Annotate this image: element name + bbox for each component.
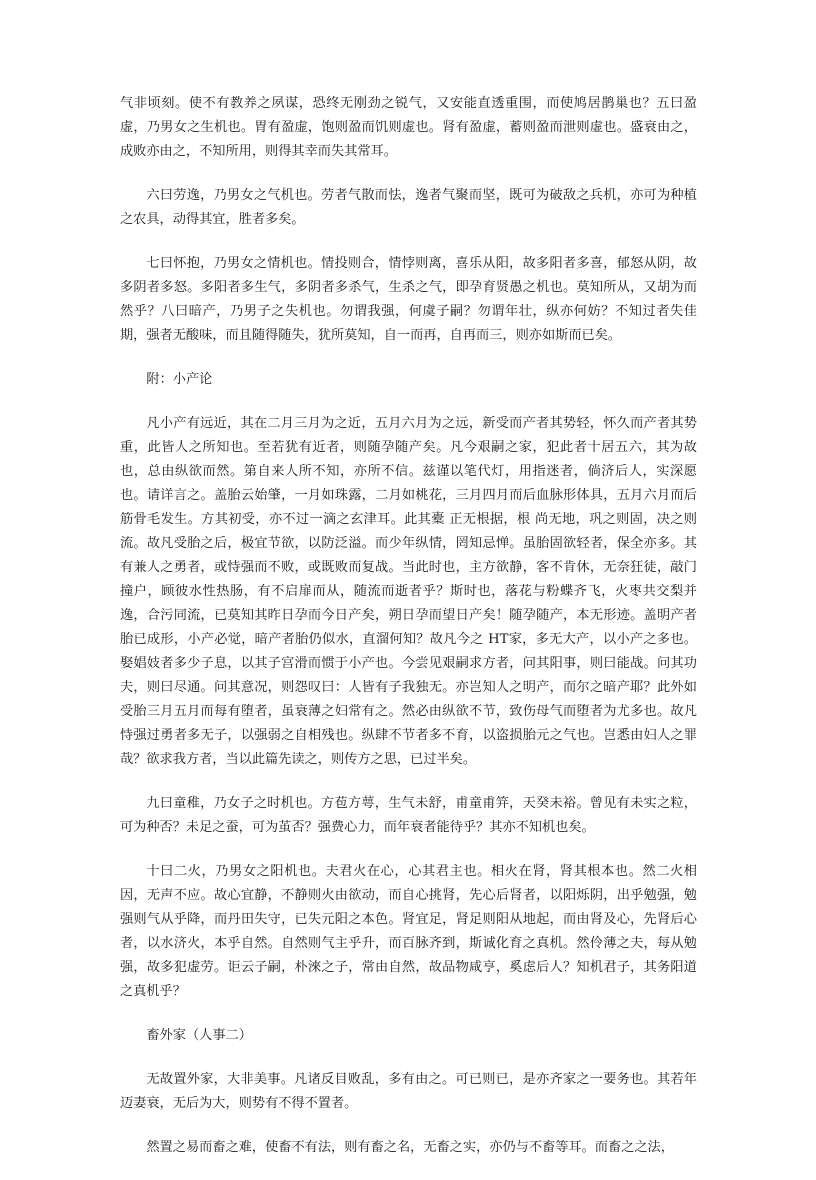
paragraph-huaibao: 七曰怀抱，乃男女之情机也。情投则合，情悖则离，喜乐从阳，故多阳者多喜，郁怒从阴，故多阴者多怒。多阳者多生气，多阴者多杀气，生杀之气，即孕育贤愚之机也。莫知所从，又胡为而然乎？八曰暗产，乃男子之失机也。勿谓我强，何虞子嗣？勿谓年壮，纵亦何妨？不知过者失佳期，强者无酸味，而且随得随失，犹所莫知，自一而再，自再而三，则亦如斯而已矣。 (120, 256, 697, 343)
paragraph-waijia-2: 然置之易而畜之难，使畜不有法，则有畜之名，无畜之实，亦仍与不畜等耳。而畜之之法， (146, 1140, 674, 1155)
section-heading-xiaochan: 附：小产论 (146, 372, 213, 387)
paragraph-waijia-1: 无故置外家，大非美事。凡诸反目败乱，多有由之。可已则已，是亦齐家之一要务也。其若年迈妻衰，无后为大，则势有不得不置者。 (120, 1072, 697, 1111)
paragraph-laoyi: 六曰劳逸，乃男女之气机也。劳者气散而怯，逸者气聚而坚，既可为破敌之兵机，亦可为种植之农具，动得其宜，胜者多矣。 (120, 188, 697, 227)
paragraph-tongzhi: 九曰童稚，乃女子之时机也。方苞方萼，生气未舒，甫童甫笄，天癸未裕。曾见有未实之粒，可为种否？未足之蚕，可为茧否？强费心力，而年衰者能待乎？其亦不知机也矣。 (120, 796, 697, 835)
document-page (120, 92, 697, 1180)
paragraph-yingxu: 气非顷刻。使不有教养之夙谋，恐终无刚劲之锐气，又安能直透重围，而使鸠居鹊巢也？五曰盈虚，乃男女之生机也。胃有盈虚，饱则盈而饥则虚也。肾有盈虚，蓄则盈而泄则虚也。盛衰由之，成败亦由之，不知所用，则得其幸而失其常耳。 (120, 96, 697, 159)
paragraph-erhuo: 十曰二火，乃男女之阳机也。夫君火在心，心其君主也。相火在肾，肾其根本也。然二火相因，无声不应。故心宜静，不静则火由欲动，而自心挑肾，先心后肾者，以阳烁阴，出乎勉强，勉强则气从乎降，而丹田失守，已失元阳之本色。肾宜足，肾足则阳从地起，而由肾及心，先肾后心者，以水济火，本乎自然。自然则气主乎升，而百脉齐到，斯诚化育之真机。然伶薄之夫，每从勉强，故多犯虚劳。讵云子嗣，朴淶之子，常由自然，故品物咸亨，奚虑后人？知机君子，其务阳道之真机乎？ (120, 864, 697, 999)
paragraph-xiaochan: 凡小产有远近，其在二月三月为之近，五月六月为之远，新受而产者其势轻，怀久而产者其势重，此皆人之所知也。至若犹有近者，则随孕随产矣。凡今艰嗣之家，犯此者十居五六，其为故也，总由纵欲而然。第自来人所不知，亦所不信。兹谨以笔代灯，用指迷者，倘济后人，实深愿也。请详言之。盖胎云始肇，一月如珠露，二月如桃花，三月四月而后血脉形体具，五月六月而后筋骨毛发生。方其初受，亦不过一滴之玄津耳。此其橐 正无根据，根 尚无地，巩之则固，决之则流。故凡受胎之后，极宜节欲，以防泛溢。而少年纵情，罔知忌惮。虽胎固欲轻者，保全亦多。其有兼人之勇者，或恃强而不败，或既败而复战。当此时也，主方欲静，客不肯休，无奈狂徒，敲门撞户，顾彼水性热肠，有不启扉而从，随流而逝者乎？斯时也，落花与粉蝶齐飞，火枣共交梨并逸，合污同流，已莫知其昨日孕而今日产矣，朔日孕而望日产矣！随孕随产，本无形迹。盖明产者胎已成形，小产必觉，暗产者胎仍似水，直溜何知？故凡今之 HT家，多无大产，以小产之多也。娶娼妓者多少子息，以其子宫滑而惯于小产也。今尝见艰嗣求方者，问其阳事，则曰能战。问其功夫，则曰尽通。问其意况，则怨叹曰：人皆有子我独无。亦岂知人之明产，而尔之暗产耶？此外如受胎三月五月而每有堕者，虽衰薄之妇常有之。然必由纵欲不节，致伤母气而堕者为尤多也。故凡恃强过勇者多无子，以强弱之自相残也。纵肆不节者多不育，以盗损胎元之气也。岂悉由妇人之罪哉？欲求我方者，当以此篇先读之，则传方之思，已过半矣。 (120, 416, 697, 767)
section-heading-waijia: 畜外家（人事二） (146, 1028, 252, 1043)
